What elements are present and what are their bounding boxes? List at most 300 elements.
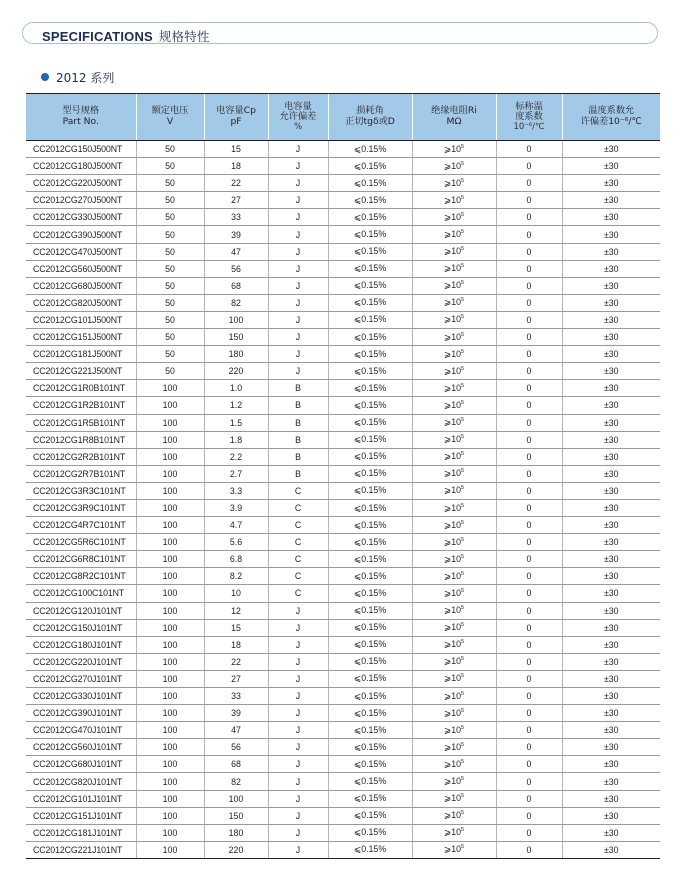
capacitance-cell: 180: [204, 824, 268, 841]
insulation-cell: $⩾10^5$: [412, 414, 496, 431]
voltage-cell: 100: [136, 756, 204, 773]
table-row: [26, 756, 660, 773]
part-no-cell: CC2012CG1R5B101NT: [26, 414, 136, 431]
loss-cell: ⩽0.15%: [328, 602, 412, 619]
table-row: [26, 431, 660, 448]
part-no-cell: CC2012CG1R8B101NT: [26, 431, 136, 448]
temp-tol-cell: ±30: [562, 807, 660, 824]
table-row: [26, 243, 660, 260]
capacitance-cell: 47: [204, 722, 268, 739]
loss-cell: ⩽0.15%: [328, 756, 412, 773]
loss-cell: ⩽0.15%: [328, 619, 412, 636]
table-row: [26, 705, 660, 722]
insulation-cell: $⩾10^5$: [412, 619, 496, 636]
part-no-cell: CC2012CG2R2B101NT: [26, 448, 136, 465]
insulation-cell: $⩾10^5$: [412, 534, 496, 551]
voltage-cell: 100: [136, 431, 204, 448]
table-row: [26, 602, 660, 619]
temp-tol-cell: ±30: [562, 653, 660, 670]
temp-tol-cell: ±30: [562, 277, 660, 294]
loss-cell: ⩽0.15%: [328, 705, 412, 722]
insulation-cell: $⩾10^5$: [412, 175, 496, 192]
temp-coef-cell: 0: [496, 653, 562, 670]
insulation-cell: $⩾10^5$: [412, 602, 496, 619]
voltage-cell: 50: [136, 294, 204, 311]
temp-tol-cell: ±30: [562, 585, 660, 602]
temp-tol-cell: ±30: [562, 602, 660, 619]
part-no-cell: CC2012CG5R6C101NT: [26, 534, 136, 551]
loss-cell: ⩽0.15%: [328, 175, 412, 192]
loss-cell: ⩽0.15%: [328, 209, 412, 226]
series-label: 2012 系列: [56, 71, 115, 85]
capacitance-cell: 4.7: [204, 517, 268, 534]
part-no-cell: CC2012CG220J500NT: [26, 175, 136, 192]
loss-cell: ⩽0.15%: [328, 243, 412, 260]
voltage-cell: 100: [136, 841, 204, 858]
voltage-cell: 100: [136, 482, 204, 499]
temp-tol-cell: ±30: [562, 551, 660, 568]
part-no-cell: CC2012CG101J101NT: [26, 790, 136, 807]
temp-coef-cell: 0: [496, 705, 562, 722]
table-row: [26, 329, 660, 346]
insulation-cell: $⩾10^5$: [412, 568, 496, 585]
loss-cell: ⩽0.15%: [328, 551, 412, 568]
temp-coef-cell: 0: [496, 192, 562, 209]
table-row: [26, 277, 660, 294]
tolerance-cell: J: [268, 175, 328, 192]
part-no-cell: CC2012CG390J500NT: [26, 226, 136, 243]
voltage-cell: 100: [136, 380, 204, 397]
capacitance-cell: 39: [204, 705, 268, 722]
temp-tol-cell: ±30: [562, 636, 660, 653]
insulation-cell: $⩾10^5$: [412, 209, 496, 226]
table-row: [26, 688, 660, 705]
voltage-cell: 50: [136, 311, 204, 328]
voltage-cell: 100: [136, 790, 204, 807]
temp-tol-cell: ±30: [562, 482, 660, 499]
insulation-cell: $⩾10^5$: [412, 807, 496, 824]
temp-tol-cell: ±30: [562, 175, 660, 192]
part-no-cell: CC2012CG390J101NT: [26, 705, 136, 722]
temp-coef-cell: 0: [496, 175, 562, 192]
part-no-cell: CC2012CG1R2B101NT: [26, 397, 136, 414]
tolerance-cell: J: [268, 141, 328, 158]
temp-coef-cell: 0: [496, 363, 562, 380]
header-temp-coefficient: 标称温 度系数 10⁻⁶/℃: [496, 94, 562, 141]
temp-coef-cell: 0: [496, 431, 562, 448]
tolerance-cell: B: [268, 448, 328, 465]
voltage-cell: 50: [136, 346, 204, 363]
section-title-en: SPECIFICATIONS: [42, 29, 153, 44]
insulation-cell: $⩾10^5$: [412, 790, 496, 807]
table-row: [26, 260, 660, 277]
table-row: [26, 311, 660, 328]
loss-cell: ⩽0.15%: [328, 568, 412, 585]
table-row: [26, 670, 660, 687]
capacitance-cell: 22: [204, 175, 268, 192]
temp-coef-cell: 0: [496, 294, 562, 311]
temp-tol-cell: ±30: [562, 739, 660, 756]
capacitance-cell: 12: [204, 602, 268, 619]
insulation-cell: $⩾10^5$: [412, 397, 496, 414]
temp-tol-cell: ±30: [562, 294, 660, 311]
part-no-cell: CC2012CG270J101NT: [26, 670, 136, 687]
tolerance-cell: J: [268, 363, 328, 380]
temp-coef-cell: 0: [496, 602, 562, 619]
capacitance-cell: 6.8: [204, 551, 268, 568]
tolerance-cell: C: [268, 482, 328, 499]
part-no-cell: CC2012CG8R2C101NT: [26, 568, 136, 585]
insulation-cell: $⩾10^5$: [412, 346, 496, 363]
capacitance-cell: 18: [204, 158, 268, 175]
voltage-cell: 100: [136, 465, 204, 482]
tolerance-cell: B: [268, 414, 328, 431]
loss-cell: ⩽0.15%: [328, 294, 412, 311]
voltage-cell: 100: [136, 807, 204, 824]
table-row: [26, 551, 660, 568]
temp-coef-cell: 0: [496, 739, 562, 756]
loss-cell: ⩽0.15%: [328, 517, 412, 534]
insulation-cell: $⩾10^5$: [412, 141, 496, 158]
capacitance-cell: 3.9: [204, 499, 268, 516]
tolerance-cell: C: [268, 517, 328, 534]
tolerance-cell: J: [268, 756, 328, 773]
tolerance-cell: J: [268, 346, 328, 363]
temp-coef-cell: 0: [496, 260, 562, 277]
table-row: [26, 192, 660, 209]
loss-cell: ⩽0.15%: [328, 158, 412, 175]
voltage-cell: 100: [136, 722, 204, 739]
insulation-cell: $⩾10^5$: [412, 517, 496, 534]
loss-cell: ⩽0.15%: [328, 824, 412, 841]
insulation-cell: $⩾10^5$: [412, 448, 496, 465]
temp-coef-cell: 0: [496, 636, 562, 653]
capacitance-cell: 15: [204, 141, 268, 158]
table-row: [26, 175, 660, 192]
voltage-cell: 100: [136, 824, 204, 841]
part-no-cell: CC2012CG180J101NT: [26, 636, 136, 653]
capacitance-cell: 22: [204, 653, 268, 670]
part-no-cell: CC2012CG120J101NT: [26, 602, 136, 619]
capacitance-cell: 15: [204, 619, 268, 636]
temp-tol-cell: ±30: [562, 670, 660, 687]
table-row: [26, 790, 660, 807]
tolerance-cell: C: [268, 551, 328, 568]
tolerance-cell: C: [268, 585, 328, 602]
loss-cell: ⩽0.15%: [328, 534, 412, 551]
temp-tol-cell: ±30: [562, 431, 660, 448]
voltage-cell: 100: [136, 739, 204, 756]
capacitance-cell: 220: [204, 841, 268, 858]
voltage-cell: 50: [136, 175, 204, 192]
insulation-cell: $⩾10^5$: [412, 158, 496, 175]
temp-coef-cell: 0: [496, 277, 562, 294]
table-row: [26, 226, 660, 243]
spec-table: [26, 93, 660, 859]
insulation-cell: $⩾10^5$: [412, 294, 496, 311]
voltage-cell: 100: [136, 688, 204, 705]
table-row: [26, 141, 660, 158]
header-insulation-resistance: 绝缘电阻Ri MΩ: [412, 94, 496, 141]
loss-cell: ⩽0.15%: [328, 414, 412, 431]
tolerance-cell: C: [268, 534, 328, 551]
capacitance-cell: 56: [204, 260, 268, 277]
loss-cell: ⩽0.15%: [328, 448, 412, 465]
tolerance-cell: J: [268, 722, 328, 739]
insulation-cell: $⩾10^5$: [412, 773, 496, 790]
temp-coef-cell: 0: [496, 534, 562, 551]
voltage-cell: 50: [136, 192, 204, 209]
header-temp-coef-tolerance: 温度系数允 许偏差10⁻⁶/℃: [562, 94, 660, 141]
capacitance-cell: 56: [204, 739, 268, 756]
tolerance-cell: J: [268, 243, 328, 260]
temp-tol-cell: ±30: [562, 397, 660, 414]
capacitance-cell: 47: [204, 243, 268, 260]
temp-coef-cell: 0: [496, 756, 562, 773]
part-no-cell: CC2012CG3R3C101NT: [26, 482, 136, 499]
tolerance-cell: J: [268, 260, 328, 277]
voltage-cell: 100: [136, 397, 204, 414]
temp-coef-cell: 0: [496, 380, 562, 397]
part-no-cell: CC2012CG820J101NT: [26, 773, 136, 790]
table-row: [26, 653, 660, 670]
temp-coef-cell: 0: [496, 397, 562, 414]
temp-tol-cell: ±30: [562, 705, 660, 722]
table-row: [26, 465, 660, 482]
temp-tol-cell: ±30: [562, 363, 660, 380]
voltage-cell: 50: [136, 277, 204, 294]
tolerance-cell: J: [268, 209, 328, 226]
insulation-cell: $⩾10^5$: [412, 311, 496, 328]
table-row: [26, 636, 660, 653]
temp-tol-cell: ±30: [562, 158, 660, 175]
loss-cell: ⩽0.15%: [328, 585, 412, 602]
temp-coef-cell: 0: [496, 141, 562, 158]
loss-cell: ⩽0.15%: [328, 773, 412, 790]
table-row: [26, 619, 660, 636]
temp-tol-cell: ±30: [562, 790, 660, 807]
insulation-cell: $⩾10^5$: [412, 551, 496, 568]
temp-tol-cell: ±30: [562, 517, 660, 534]
part-no-cell: CC2012CG180J500NT: [26, 158, 136, 175]
voltage-cell: 100: [136, 773, 204, 790]
loss-cell: ⩽0.15%: [328, 226, 412, 243]
loss-cell: ⩽0.15%: [328, 722, 412, 739]
part-no-cell: CC2012CG151J101NT: [26, 807, 136, 824]
temp-tol-cell: ±30: [562, 756, 660, 773]
voltage-cell: 50: [136, 329, 204, 346]
loss-cell: ⩽0.15%: [328, 329, 412, 346]
capacitance-cell: 33: [204, 688, 268, 705]
insulation-cell: $⩾10^5$: [412, 329, 496, 346]
table-row: [26, 841, 660, 858]
temp-coef-cell: 0: [496, 226, 562, 243]
loss-cell: ⩽0.15%: [328, 192, 412, 209]
tolerance-cell: J: [268, 311, 328, 328]
tolerance-cell: J: [268, 294, 328, 311]
insulation-cell: $⩾10^5$: [412, 380, 496, 397]
capacitance-cell: 82: [204, 294, 268, 311]
voltage-cell: 50: [136, 158, 204, 175]
insulation-cell: $⩾10^5$: [412, 739, 496, 756]
capacitance-cell: 220: [204, 363, 268, 380]
part-no-cell: CC2012CG150J500NT: [26, 141, 136, 158]
loss-cell: ⩽0.15%: [328, 653, 412, 670]
capacitance-cell: 68: [204, 756, 268, 773]
tolerance-cell: J: [268, 192, 328, 209]
capacitance-cell: 27: [204, 192, 268, 209]
capacitance-cell: 180: [204, 346, 268, 363]
loss-cell: ⩽0.15%: [328, 790, 412, 807]
loss-cell: ⩽0.15%: [328, 380, 412, 397]
part-no-cell: CC2012CG221J101NT: [26, 841, 136, 858]
capacitance-cell: 27: [204, 670, 268, 687]
section-title-cn: 规格特性: [158, 29, 210, 44]
voltage-cell: 100: [136, 670, 204, 687]
capacitance-cell: 8.2: [204, 568, 268, 585]
temp-coef-cell: 0: [496, 568, 562, 585]
temp-tol-cell: ±30: [562, 414, 660, 431]
temp-tol-cell: ±30: [562, 841, 660, 858]
insulation-cell: $⩾10^5$: [412, 260, 496, 277]
part-no-cell: CC2012CG220J101NT: [26, 653, 136, 670]
loss-cell: ⩽0.15%: [328, 346, 412, 363]
tolerance-cell: C: [268, 499, 328, 516]
table-row: [26, 363, 660, 380]
table-row: [26, 739, 660, 756]
table-row: [26, 209, 660, 226]
capacitance-cell: 100: [204, 790, 268, 807]
loss-cell: ⩽0.15%: [328, 739, 412, 756]
header-rated-voltage: 额定电压 V: [136, 94, 204, 141]
insulation-cell: $⩾10^5$: [412, 636, 496, 653]
temp-coef-cell: 0: [496, 790, 562, 807]
part-no-cell: CC2012CG470J500NT: [26, 243, 136, 260]
part-no-cell: CC2012CG100C101NT: [26, 585, 136, 602]
temp-coef-cell: 0: [496, 807, 562, 824]
temp-coef-cell: 0: [496, 670, 562, 687]
temp-coef-cell: 0: [496, 465, 562, 482]
temp-tol-cell: ±30: [562, 534, 660, 551]
voltage-cell: 100: [136, 499, 204, 516]
tolerance-cell: J: [268, 841, 328, 858]
capacitance-cell: 82: [204, 773, 268, 790]
temp-tol-cell: ±30: [562, 619, 660, 636]
tolerance-cell: B: [268, 431, 328, 448]
loss-cell: ⩽0.15%: [328, 482, 412, 499]
loss-cell: ⩽0.15%: [328, 636, 412, 653]
capacitance-cell: 39: [204, 226, 268, 243]
table-header-row: [26, 94, 660, 141]
part-no-cell: CC2012CG6R8C101NT: [26, 551, 136, 568]
temp-tol-cell: ±30: [562, 465, 660, 482]
loss-cell: ⩽0.15%: [328, 807, 412, 824]
bullet-dot-icon: [41, 73, 49, 81]
loss-cell: ⩽0.15%: [328, 499, 412, 516]
capacitance-cell: 1.0: [204, 380, 268, 397]
series-heading: [41, 69, 114, 86]
tolerance-cell: B: [268, 380, 328, 397]
capacitance-cell: 18: [204, 636, 268, 653]
capacitance-cell: 5.6: [204, 534, 268, 551]
tolerance-cell: J: [268, 670, 328, 687]
voltage-cell: 100: [136, 602, 204, 619]
table-row: [26, 568, 660, 585]
part-no-cell: CC2012CG680J500NT: [26, 277, 136, 294]
part-no-cell: CC2012CG330J101NT: [26, 688, 136, 705]
table-row: [26, 294, 660, 311]
tolerance-cell: J: [268, 158, 328, 175]
part-no-cell: CC2012CG270J500NT: [26, 192, 136, 209]
part-no-cell: CC2012CG560J500NT: [26, 260, 136, 277]
table-row: [26, 517, 660, 534]
tolerance-cell: J: [268, 688, 328, 705]
temp-coef-cell: 0: [496, 517, 562, 534]
insulation-cell: $⩾10^5$: [412, 499, 496, 516]
capacitance-cell: 3.3: [204, 482, 268, 499]
insulation-cell: $⩾10^5$: [412, 277, 496, 294]
capacitance-cell: 33: [204, 209, 268, 226]
capacitance-cell: 1.2: [204, 397, 268, 414]
capacitance-cell: 10: [204, 585, 268, 602]
insulation-cell: $⩾10^5$: [412, 431, 496, 448]
voltage-cell: 100: [136, 517, 204, 534]
loss-cell: ⩽0.15%: [328, 363, 412, 380]
insulation-cell: $⩾10^5$: [412, 756, 496, 773]
loss-cell: ⩽0.15%: [328, 397, 412, 414]
loss-cell: ⩽0.15%: [328, 670, 412, 687]
temp-tol-cell: ±30: [562, 448, 660, 465]
table-row: [26, 722, 660, 739]
loss-cell: ⩽0.15%: [328, 431, 412, 448]
voltage-cell: 100: [136, 414, 204, 431]
table-row: [26, 380, 660, 397]
tolerance-cell: B: [268, 397, 328, 414]
temp-tol-cell: ±30: [562, 346, 660, 363]
tolerance-cell: J: [268, 619, 328, 636]
table-row: [26, 534, 660, 551]
tolerance-cell: J: [268, 773, 328, 790]
part-no-cell: CC2012CG820J500NT: [26, 294, 136, 311]
voltage-cell: 100: [136, 705, 204, 722]
temp-coef-cell: 0: [496, 329, 562, 346]
table-row: [26, 773, 660, 790]
table-row: [26, 397, 660, 414]
table-row: [26, 448, 660, 465]
insulation-cell: $⩾10^5$: [412, 722, 496, 739]
table-row: [26, 824, 660, 841]
temp-coef-cell: 0: [496, 414, 562, 431]
table-row: [26, 482, 660, 499]
insulation-cell: $⩾10^5$: [412, 653, 496, 670]
tolerance-cell: J: [268, 653, 328, 670]
temp-coef-cell: 0: [496, 841, 562, 858]
temp-coef-cell: 0: [496, 448, 562, 465]
capacitance-cell: 1.8: [204, 431, 268, 448]
loss-cell: ⩽0.15%: [328, 141, 412, 158]
insulation-cell: $⩾10^5$: [412, 465, 496, 482]
insulation-cell: $⩾10^5$: [412, 243, 496, 260]
table-row: [26, 346, 660, 363]
voltage-cell: 50: [136, 243, 204, 260]
voltage-cell: 100: [136, 551, 204, 568]
temp-tol-cell: ±30: [562, 329, 660, 346]
capacitance-cell: 2.2: [204, 448, 268, 465]
part-no-cell: CC2012CG330J500NT: [26, 209, 136, 226]
capacitance-cell: 1.5: [204, 414, 268, 431]
part-no-cell: CC2012CG221J500NT: [26, 363, 136, 380]
header-loss-tangent: 损耗角 正切tgδ或D: [328, 94, 412, 141]
